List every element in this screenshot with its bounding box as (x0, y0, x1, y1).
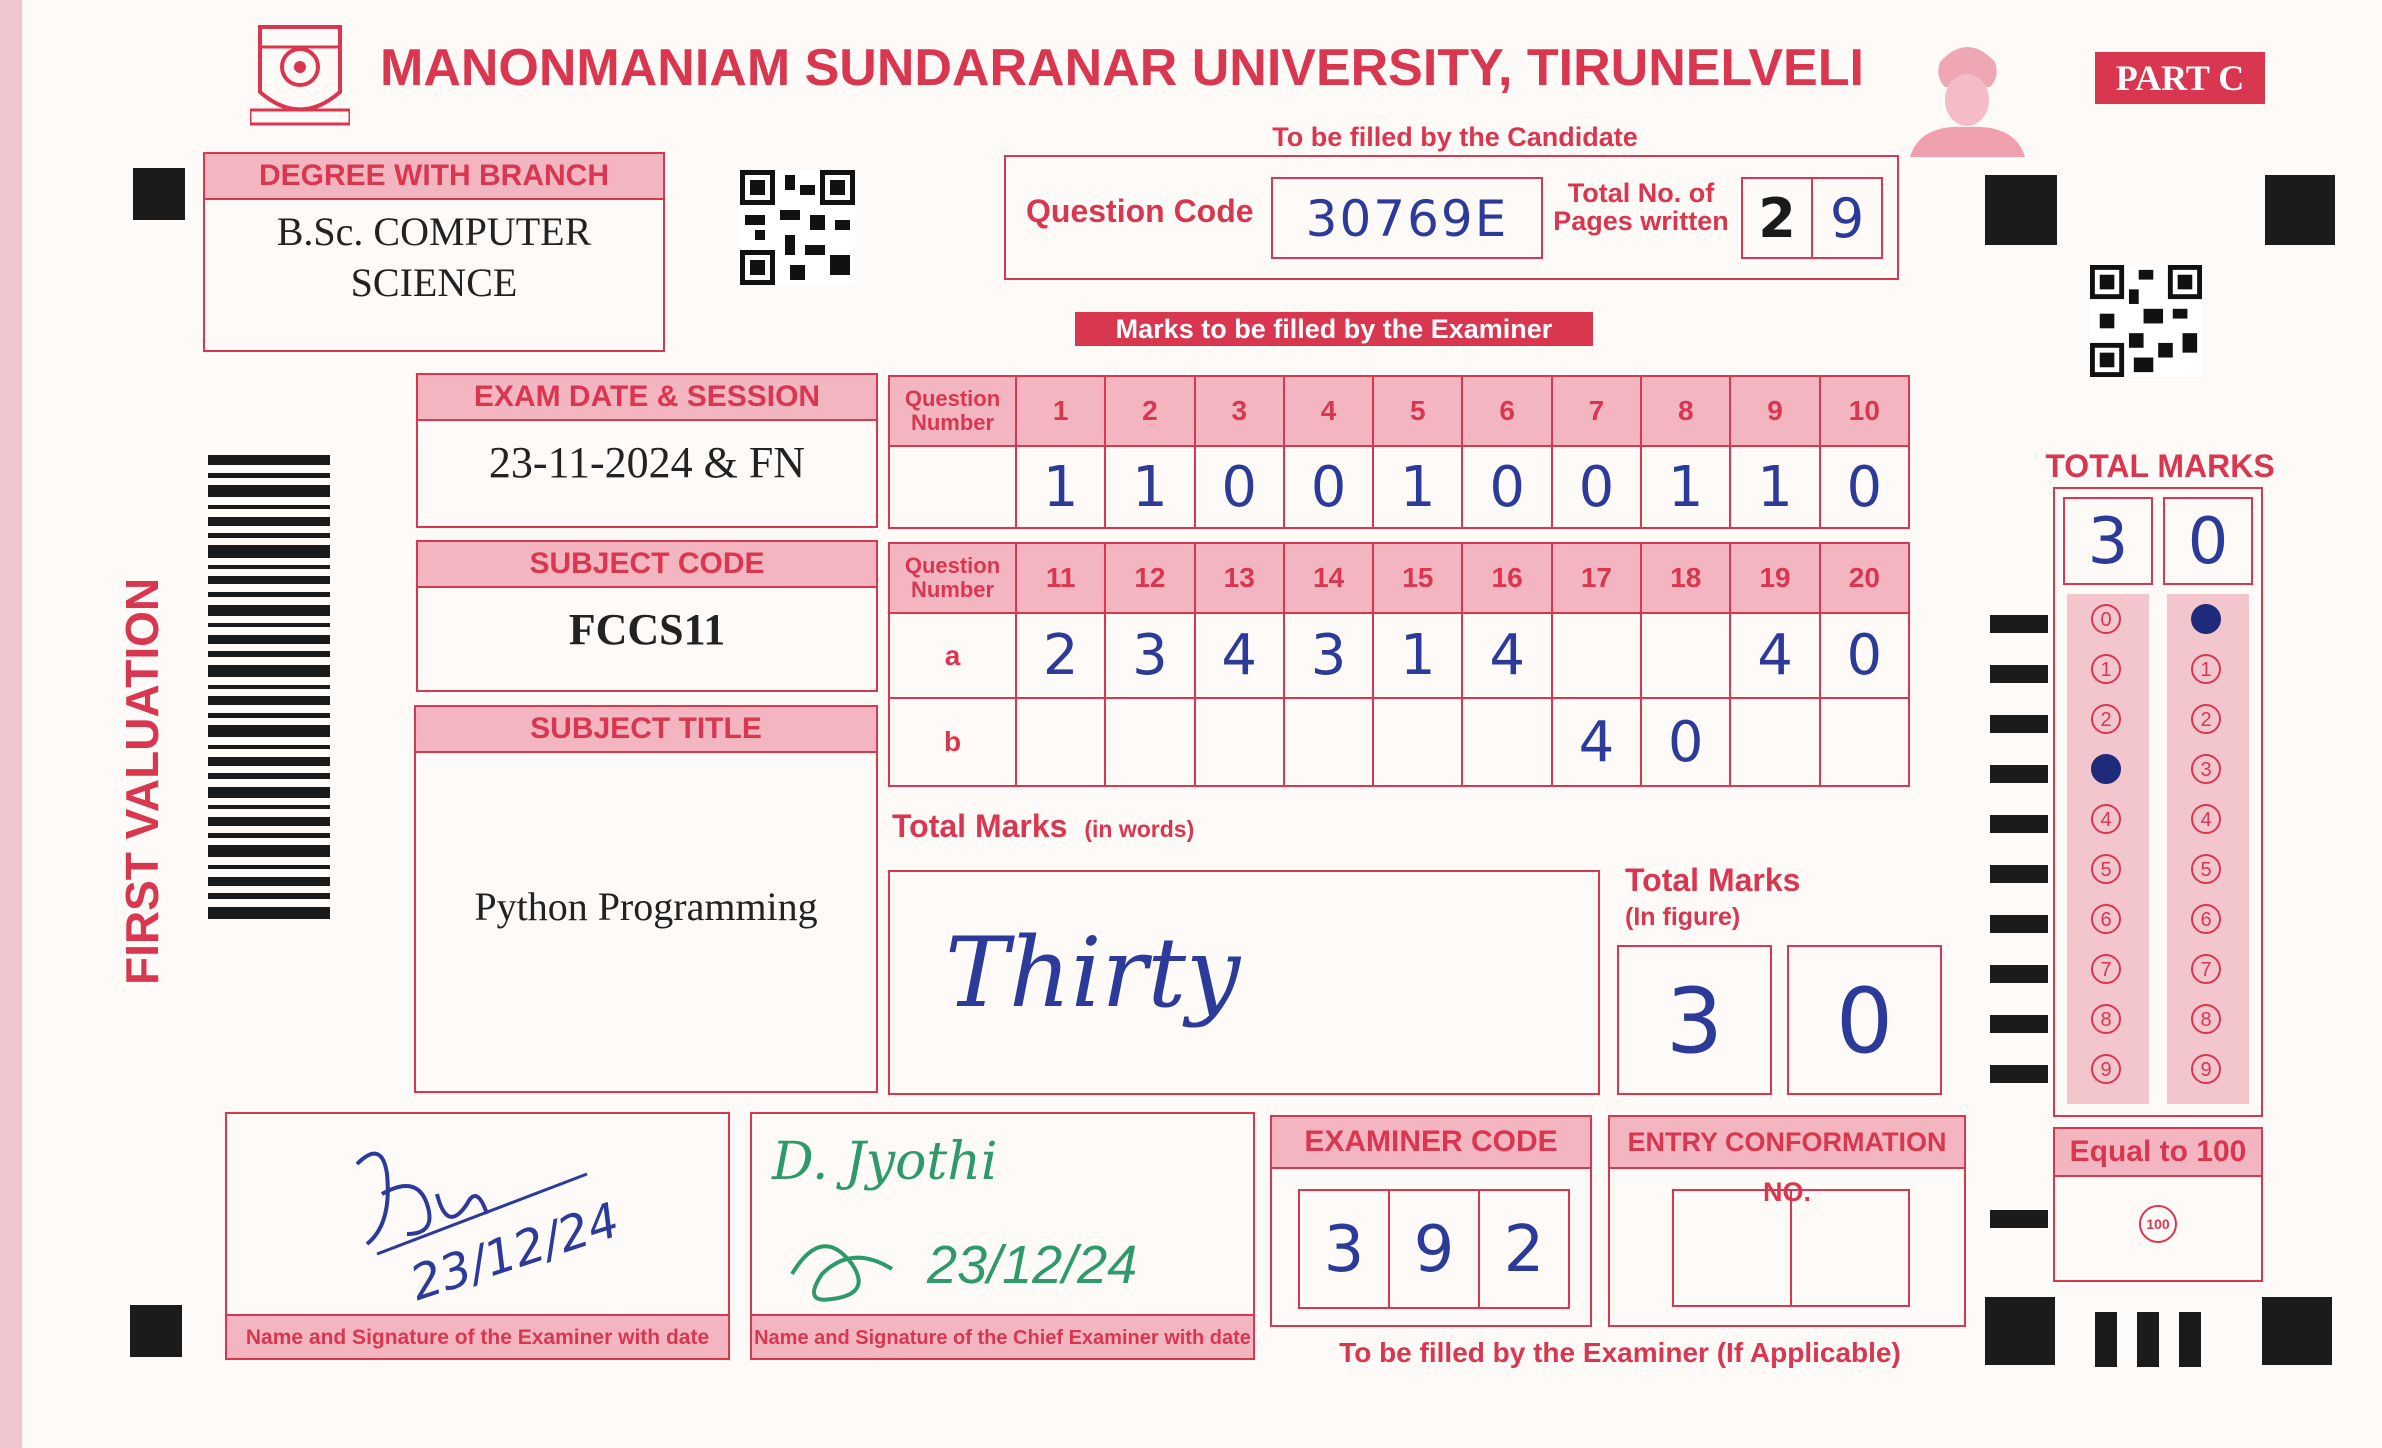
total-words-label (892, 808, 1194, 845)
question-code-label: Question Code (1026, 193, 1254, 229)
question-number: 8 (1641, 376, 1730, 446)
exam-date-label: EXAM DATE & SESSION (418, 375, 876, 421)
mark-cell[interactable]: 1 (1373, 613, 1462, 698)
total-figure-sub: (In figure) (1625, 903, 1741, 931)
total-words-field[interactable] (888, 870, 1600, 1095)
question-number: 20 (1820, 543, 1909, 613)
qn-label-line2: Number (910, 410, 995, 435)
registration-mark (1985, 175, 2057, 245)
omr-bubble-8[interactable]: 8 (2091, 1004, 2121, 1034)
omr-column-1 (2067, 594, 2149, 1104)
candidate-note: To be filled by the Candidate (1272, 122, 1638, 152)
omr-bubble-2[interactable]: 2 (2091, 704, 2121, 734)
mark-cell[interactable] (1730, 698, 1819, 786)
mark-cell[interactable] (1195, 698, 1284, 786)
omr-bubble-3[interactable]: 3 (2191, 754, 2221, 784)
mark-cell[interactable]: 3 (1284, 613, 1373, 698)
mark-cell[interactable] (1462, 698, 1551, 786)
marks-grid-bottom (888, 542, 1910, 787)
examiner-code-label: EXAMINER CODE (1272, 1117, 1590, 1169)
total-words-value: Thirty (945, 917, 1241, 1029)
omr-bubble-4[interactable]: 4 (2191, 804, 2221, 834)
pages-digit-1: 2 (1758, 187, 1796, 250)
total-figure-digit-2: 0 (1835, 969, 1894, 1074)
degree-line2: SCIENCE (350, 260, 518, 305)
chief-signature-box (750, 1112, 1255, 1360)
mark-cell[interactable] (1641, 613, 1730, 698)
pages-field-1[interactable] (1741, 177, 1813, 259)
total-figure-title: Total Marks (1625, 862, 1801, 898)
question-number: 12 (1105, 543, 1194, 613)
pages-label-line1: Total No. of (1567, 178, 1715, 208)
omr-bubble-1[interactable]: 1 (2091, 654, 2121, 684)
omr-bubble-5[interactable]: 5 (2091, 854, 2121, 884)
examiner-note: Marks to be filled by the Examiner (1075, 312, 1593, 346)
hundred-bubble[interactable]: 100 (2139, 1205, 2177, 1243)
question-number: 11 (1016, 543, 1105, 613)
question-number: 4 (1284, 376, 1373, 446)
examiner-code-digit-2: 9 (1413, 1213, 1455, 1287)
omr-column-2 (2167, 594, 2249, 1104)
omr-bubble-1[interactable]: 1 (2191, 654, 2221, 684)
mark-cell[interactable]: 2 (1016, 613, 1105, 698)
mark-cell[interactable]: 1 (1730, 446, 1819, 528)
total-words-sub: (in words) (1084, 816, 1195, 842)
entry-conf-field-1[interactable] (1672, 1189, 1792, 1307)
omr-bubble-7[interactable]: 7 (2191, 954, 2221, 984)
mark-cell[interactable]: 0 (1820, 446, 1909, 528)
qr-code (740, 170, 855, 285)
mark-cell[interactable]: 4 (1552, 698, 1641, 786)
candidate-box (1004, 155, 1899, 280)
examiner-code-digit-1: 3 (1323, 1213, 1365, 1287)
omr-bubble-3[interactable]: 3 (2091, 754, 2121, 784)
mark-cell[interactable] (1820, 698, 1909, 786)
entry-conf-box (1608, 1115, 1966, 1327)
equal-100-box (2053, 1127, 2263, 1282)
subject-title-label: SUBJECT TITLE (416, 707, 876, 753)
omr-bubble-9[interactable]: 9 (2191, 1054, 2221, 1084)
total-words-title: Total Marks (892, 808, 1068, 844)
examiner-code-field-1[interactable] (1298, 1189, 1390, 1309)
mark-cell[interactable]: 0 (1820, 613, 1909, 698)
pages-label (1551, 179, 1731, 235)
mark-cell[interactable] (1373, 698, 1462, 786)
qr-code (2090, 265, 2202, 377)
question-code-field[interactable] (1271, 177, 1543, 259)
omr-bubble-4[interactable]: 4 (2091, 804, 2121, 834)
entry-conf-label: ENTRY CONFORMATION NO. (1610, 1117, 1964, 1169)
omr-digit-box-2[interactable] (2163, 497, 2253, 585)
examiner-code-digit-3: 2 (1503, 1213, 1545, 1287)
chief-signature-mark (782, 1214, 912, 1314)
omr-total-label: TOTAL MARKS (2045, 448, 2275, 484)
question-number: 15 (1373, 543, 1462, 613)
question-number: 2 (1105, 376, 1194, 446)
omr-digit-1: 3 (2087, 505, 2129, 579)
chief-signature-date: 23/12/24 (927, 1235, 1138, 1295)
omr-bubble-9[interactable]: 9 (2091, 1054, 2121, 1084)
qn-label-line1: Question (904, 553, 1001, 578)
university-title: MANONMANIAM SUNDARANAR UNIVERSITY, TIRUNELVELI (380, 39, 1864, 97)
mark-cell[interactable] (1016, 698, 1105, 786)
omr-digit-2: 0 (2187, 505, 2229, 579)
mark-cell[interactable]: 1 (1641, 446, 1730, 528)
omr-bubble-7[interactable]: 7 (2091, 954, 2121, 984)
first-valuation-label: FIRST VALUATION (116, 577, 168, 985)
total-figure-field-2[interactable] (1787, 945, 1942, 1095)
registration-mark (1985, 1297, 2055, 1365)
pages-field-2[interactable] (1811, 177, 1883, 259)
pages-digit-2: 9 (1829, 187, 1865, 250)
left-edge-strip (0, 0, 22, 1448)
question-number: 3 (1195, 376, 1284, 446)
question-number: 18 (1641, 543, 1730, 613)
mark-cell[interactable]: 1 (1373, 446, 1462, 528)
marks-grid-top (888, 375, 1910, 529)
omr-bubble-5[interactable]: 5 (2191, 854, 2221, 884)
mark-cell[interactable]: 0 (1552, 446, 1641, 528)
degree-box (203, 152, 665, 352)
exam-date-box (416, 373, 878, 528)
university-logo (250, 22, 350, 132)
registration-mark (2262, 1297, 2332, 1365)
mark-cell[interactable]: 0 (1195, 446, 1284, 528)
degree-line1: B.Sc. COMPUTER (276, 209, 592, 254)
omr-bubble-8[interactable]: 8 (2191, 1004, 2221, 1034)
subject-title-value: Python Programming (474, 884, 818, 929)
question-code-value: 30769E (1305, 190, 1509, 248)
examiner-code-field-3[interactable] (1478, 1189, 1570, 1309)
mark-cell[interactable]: 1 (1105, 446, 1194, 528)
question-number: 9 (1730, 376, 1819, 446)
mark-cell[interactable] (1284, 698, 1373, 786)
examiner-signature-date: 23/12/24 (403, 1192, 626, 1312)
question-number: 13 (1195, 543, 1284, 613)
omr-bubble-0[interactable]: 0 (2091, 604, 2121, 634)
barcode (208, 455, 330, 925)
examiner-signature-caption: Name and Signature of the Examiner with date (227, 1314, 728, 1358)
mark-cell[interactable]: 4 (1195, 613, 1284, 698)
mark-cell[interactable] (1552, 613, 1641, 698)
qn-label-line2: Number (910, 577, 995, 602)
registration-mark (133, 168, 185, 220)
omr-bubble-2[interactable]: 2 (2191, 704, 2221, 734)
question-number: 16 (1462, 543, 1551, 613)
subject-code-value: FCCS11 (568, 605, 726, 654)
entry-conf-field-2[interactable] (1790, 1189, 1910, 1307)
part-badge: PART C (2095, 52, 2265, 104)
question-number: 17 (1552, 543, 1641, 613)
row-a-label: a (889, 613, 1016, 698)
mark-cell[interactable]: 4 (1730, 613, 1819, 698)
marks-row-label (889, 446, 1016, 528)
omr-bubble-0[interactable]: 0 (2191, 604, 2221, 634)
mark-cell[interactable]: 0 (1284, 446, 1373, 528)
timing-marks (2095, 1312, 2245, 1367)
omr-bubble-6[interactable]: 6 (2091, 904, 2121, 934)
chief-signature-caption: Name and Signature of the Chief Examiner with date (752, 1314, 1253, 1358)
mark-cell[interactable]: 3 (1105, 613, 1194, 698)
omr-digit-box-1[interactable] (2063, 497, 2153, 585)
omr-bubble-6[interactable]: 6 (2191, 904, 2221, 934)
question-number: 19 (1730, 543, 1819, 613)
subject-code-box (416, 540, 878, 692)
row-b-label: b (889, 698, 1016, 786)
chief-signature-name: D. Jyothi (772, 1132, 998, 1192)
examiner-signature-box (225, 1112, 730, 1360)
question-number: 5 (1373, 376, 1462, 446)
question-number: 14 (1284, 543, 1373, 613)
equal-100-label: Equal to 100 (2055, 1129, 2261, 1177)
examiner-code-field-2[interactable] (1388, 1189, 1480, 1309)
pages-label-line2: Pages written (1553, 206, 1729, 236)
total-figure-field-1[interactable] (1617, 945, 1772, 1095)
total-figure-label (1625, 862, 1800, 932)
question-number: 7 (1552, 376, 1641, 446)
question-number: 10 (1820, 376, 1909, 446)
total-figure-digit-1: 3 (1665, 969, 1724, 1074)
subject-title-box (414, 705, 878, 1093)
question-number: 1 (1016, 376, 1105, 446)
footer-note: To be filled by the Examiner (If Applicable) (1339, 1337, 1901, 1368)
registration-mark (130, 1305, 182, 1357)
question-number-header (889, 376, 1016, 446)
question-number-header (889, 543, 1016, 613)
mark-cell[interactable]: 0 (1462, 446, 1551, 528)
question-number: 6 (1462, 376, 1551, 446)
mark-cell[interactable] (1105, 698, 1194, 786)
registration-mark (2265, 175, 2335, 245)
exam-date-value: 23-11-2024 & FN (488, 438, 806, 487)
degree-label: DEGREE WITH BRANCH (205, 154, 663, 200)
mark-cell[interactable]: 1 (1016, 446, 1105, 528)
timing-bars (1990, 610, 2050, 1230)
mark-cell[interactable]: 4 (1462, 613, 1551, 698)
qn-label-line1: Question (904, 386, 1001, 411)
mark-cell[interactable]: 0 (1641, 698, 1730, 786)
omr-total-box (2053, 487, 2263, 1117)
subject-code-label: SUBJECT CODE (418, 542, 876, 588)
examiner-code-box (1270, 1115, 1592, 1327)
founder-portrait (1905, 32, 2030, 157)
